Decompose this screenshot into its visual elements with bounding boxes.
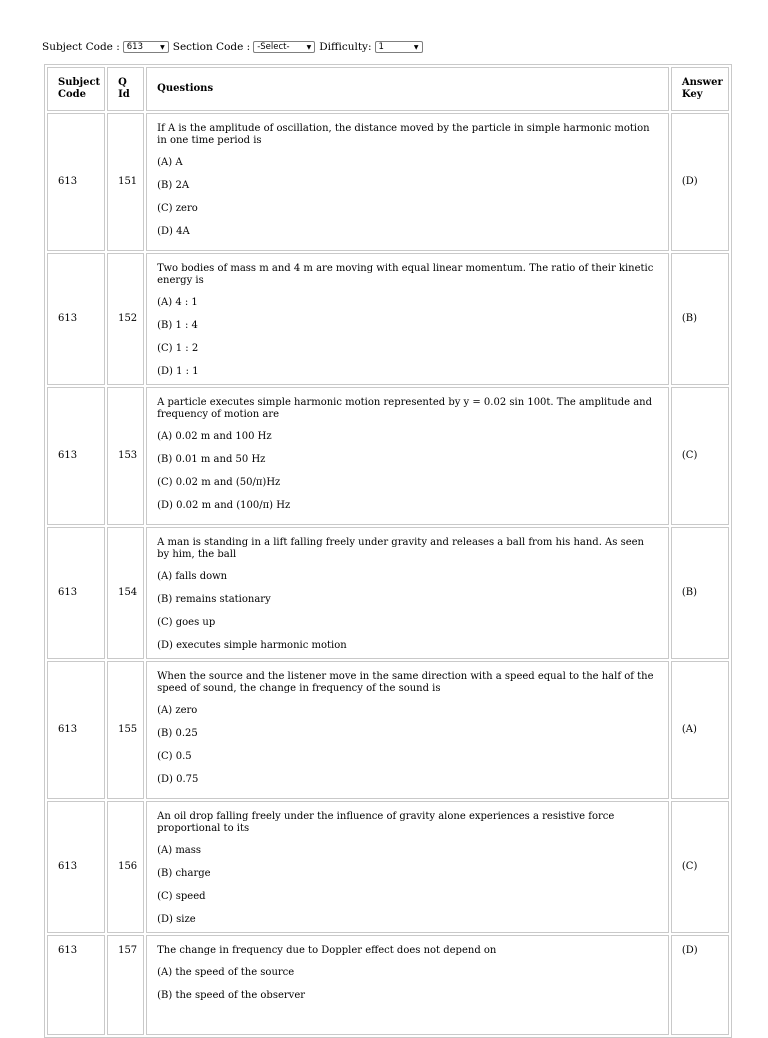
header-subject-code: Subject Code (47, 67, 105, 111)
answer-cell: (B) (671, 253, 729, 385)
question-text: If A is the amplitude of oscillation, the distance moved by the particle in simple harmonic motion in one time period is (157, 123, 650, 146)
option-d: (D) 0.75 (157, 774, 199, 785)
option-b: (B) the speed of the observer (157, 990, 306, 1001)
option-d: (D) 1 : 1 (157, 366, 199, 377)
header-questions: Questions (146, 67, 669, 111)
section-code-value: -Select- (257, 42, 290, 52)
option-c: (C) goes up (157, 617, 216, 628)
table-row (47, 801, 729, 933)
option-b: (B) charge (157, 868, 211, 879)
qid-cell: 156 (107, 801, 144, 933)
option-d: (D) size (157, 914, 196, 925)
answer-cell: (D) (671, 935, 729, 1035)
answer-cell: (C) (671, 801, 729, 933)
option-b: (B) 0.01 m and 50 Hz (157, 454, 266, 465)
header-answer-key: Answer Key (671, 67, 729, 111)
option-c: (C) 0.5 (157, 751, 192, 762)
table-row (47, 387, 729, 525)
answer-cell: (B) (671, 527, 729, 659)
table-row (47, 935, 729, 1035)
answer-cell: (C) (671, 387, 729, 525)
difficulty-label: Difficulty: (319, 41, 372, 53)
table-row (47, 113, 729, 251)
option-c: (C) zero (157, 203, 198, 214)
section-code-label: Section Code : (172, 41, 251, 53)
table-row (47, 527, 729, 659)
option-c: (C) 0.02 m and (50/π)Hz (157, 477, 281, 488)
subject-code-value: 613 (126, 42, 143, 52)
chevron-down-icon: ▼ (160, 43, 165, 51)
question-text: A man is standing in a lift falling freely under gravity and releases a ball from his hand. As seen by him, the ball (157, 537, 644, 560)
questions-table (44, 64, 732, 1038)
table-row (47, 661, 729, 799)
question-cell (146, 801, 669, 933)
question-text: The change in frequency due to Doppler effect does not depend on (157, 945, 497, 956)
table-header-row (47, 67, 729, 111)
option-b: (B) 0.25 (157, 728, 198, 739)
subject-code-cell: 613 (47, 387, 105, 525)
answer-cell: (A) (671, 661, 729, 799)
chevron-down-icon: ▼ (306, 43, 312, 51)
option-b: (B) 2A (157, 180, 190, 191)
qid-cell: 154 (107, 527, 144, 659)
qid-cell: 155 (107, 661, 144, 799)
chevron-down-icon: ▼ (413, 43, 419, 51)
option-d: (D) 0.02 m and (100/π) Hz (157, 500, 291, 511)
difficulty-value: 1 (378, 42, 384, 52)
qid-cell: 157 (107, 935, 144, 1035)
header-qid: Q Id (107, 67, 144, 111)
question-cell (146, 387, 669, 525)
option-c: (C) speed (157, 891, 206, 902)
subject-code-cell: 613 (47, 253, 105, 385)
option-c: (C) 1 : 2 (157, 343, 199, 354)
subject-code-cell: 613 (47, 527, 105, 659)
option-a: (A) zero (157, 705, 198, 716)
table-row (47, 253, 729, 385)
question-cell (146, 253, 669, 385)
qid-cell: 151 (107, 113, 144, 251)
option-a: (A) 4 : 1 (157, 297, 198, 308)
option-a: (A) the speed of the source (157, 967, 295, 978)
option-a: (A) 0.02 m and 100 Hz (157, 431, 272, 442)
option-d: (D) executes simple harmonic motion (157, 640, 347, 651)
option-a: (A) mass (157, 845, 202, 856)
subject-code-cell: 613 (47, 661, 105, 799)
option-d: (D) 4A (157, 226, 190, 237)
difficulty-select[interactable] (375, 41, 423, 53)
option-a: (A) falls down (157, 571, 228, 582)
filter-bar (42, 39, 427, 55)
question-cell (146, 661, 669, 799)
qid-cell: 152 (107, 253, 144, 385)
question-cell (146, 113, 669, 251)
qid-cell: 153 (107, 387, 144, 525)
question-cell (146, 935, 669, 1035)
subject-code-cell: 613 (47, 935, 105, 1035)
question-text: A particle executes simple harmonic motion represented by y = 0.02 sin 100t. The amplitude and frequency of motion are (157, 397, 653, 420)
subject-code-cell: 613 (47, 113, 105, 251)
subject-code-select[interactable] (123, 41, 169, 53)
subject-code-label: Subject Code : (42, 41, 120, 53)
question-text: Two bodies of mass m and 4 m are moving with equal linear momentum. The ratio of their kinetic energy is (157, 263, 654, 286)
option-b: (B) remains stationary (157, 594, 271, 605)
question-text: When the source and the listener move in the same direction with a speed equal to the half of the speed of sound, the change in frequency of the sound is (157, 671, 654, 694)
answer-cell: (D) (671, 113, 729, 251)
option-a: (A) A (157, 157, 183, 168)
section-code-select[interactable] (253, 41, 315, 53)
subject-code-cell: 613 (47, 801, 105, 933)
question-text: An oil drop falling freely under the influence of gravity alone experiences a resistive force proportional to its (157, 811, 615, 834)
question-cell (146, 527, 669, 659)
option-b: (B) 1 : 4 (157, 320, 198, 331)
